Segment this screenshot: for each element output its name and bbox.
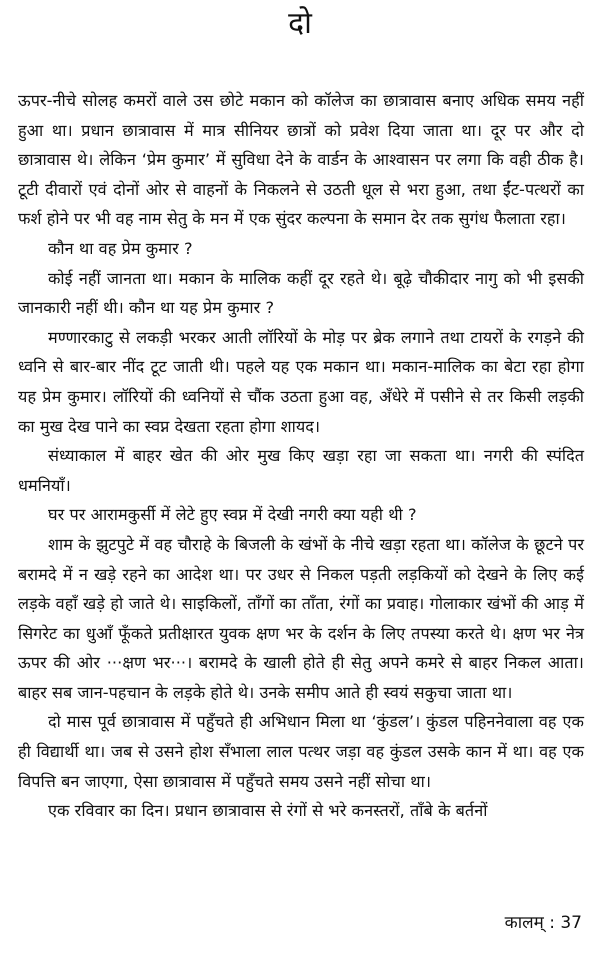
paragraph-6: घर पर आरामकुर्सी में लेटे हुए स्वप्न में देखी नगरी क्या यही थी ?	[48, 505, 417, 525]
chapter-title: दो	[288, 6, 312, 41]
paragraph-8: दो मास पूर्व छात्रावास में पहुँचते ही अभिधान मिला था ‘कुंडल’। कुंडल पहिननेवाला वह एक ही विद्यार्थी था। जब से उसने होश सँभाला लाल पत्थर जड़ा वह कुंडल उसके कान में था। वह एक विपत्ति बन जाएगा, ऐसा छात्रावास में पहुँचते समय उसने नहीं सोचा था।	[18, 712, 584, 791]
paragraph-4: मण्णारकाटु से लकड़ी भरकर आती लॉरियों के मोड़ पर ब्रेक लगाने तथा टायरों के रगड़ने की ध्वनि से बार-बार नींद टूट जाती थी। पहले यह एक मकान था। मकान-मालिक का बेटा रहा होगा यह प्रेम कुमार। लॉरियों की ध्वनियों से चौंक उठता हुआ वह, अँधेरे में पसीने से तर किसी लड़की का मुख देख पाने का स्वप्न देखता रहता होगा शायद।	[18, 327, 584, 436]
paragraph-3: कोई नहीं जानता था। मकान के मालिक कहीं दूर रहते थे। बूढ़े चौकीदार नागु को भी इसकी जानकारी नहीं थी। कौन था यह प्रेम कुमार ?	[18, 268, 584, 318]
page-body	[18, 86, 584, 826]
paragraph-7: शाम के झुटपुटे में वह चौराहे के बिजली के खंभों के नीचे खड़ा रहता था। कॉलेज के छूटने पर बरामदे में न खड़े रहने का आदेश था। पर उधर से निकल पड़ती लड़कियों को देखने के लिए कई लड़के वहाँ खड़े हो जाते थे। साइकिलों, ताँगों का ताँता, रंगों का प्रवाह। गोलाकार खंभों की आड़ में सिगरेट का धुआँ फूँकते प्रतीक्षारत युवक क्षण भर के दर्शन के लिए तपस्या करते थे। क्षण भर नेत्र ऊपर की ओर ···क्षण भर···। बरामदे के खाली होते ही सेतु अपने कमरे से बाहर निकल आता। बाहर सब जान-पहचान के लड़के होते थे। उनके समीप आते ही स्वयं सकुचा जाता था।	[18, 534, 584, 702]
paragraph-2: कौन था वह प्रेम कुमार ?	[48, 238, 193, 258]
paragraph-1: ऊपर-नीचे सोलह कमरों वाले उस छोटे मकान को कॉलेज का छात्रावास बनाए अधिक समय नहीं हुआ था। प्रधान छात्रावास में मात्र सीनियर छात्रों को प्रवेश दिया जाता था। दूर पर और दो छात्रावास थे। लेकिन ‘प्रेम कुमार’ में सुविधा देने के वार्डन के आश्वासन पर लगा कि वही ठीक है। टूटी दीवारों एवं दोनों ओर से वाहनों के निकलने से उठती धूल से भरा हुआ, तथा ईंट-पत्थरों का फर्श होने पर भी वह नाम सेतु के मन में एक सुंदर कल्पना के समान देर तक सुगंध फैलाता रहा।	[18, 91, 584, 229]
page-footer: कालम् : 37	[504, 913, 582, 933]
paragraph-5: संध्याकाल में बाहर खेत की ओर मुख किए खड़ा रहा जा सकता था। नगरी की स्पंदित धमनियाँ।	[18, 446, 584, 495]
paragraph-9: एक रविवार का दिन। प्रधान छात्रावास से रंगों से भरे कनस्तरों, ताँबे के बर्तनों	[48, 801, 488, 821]
